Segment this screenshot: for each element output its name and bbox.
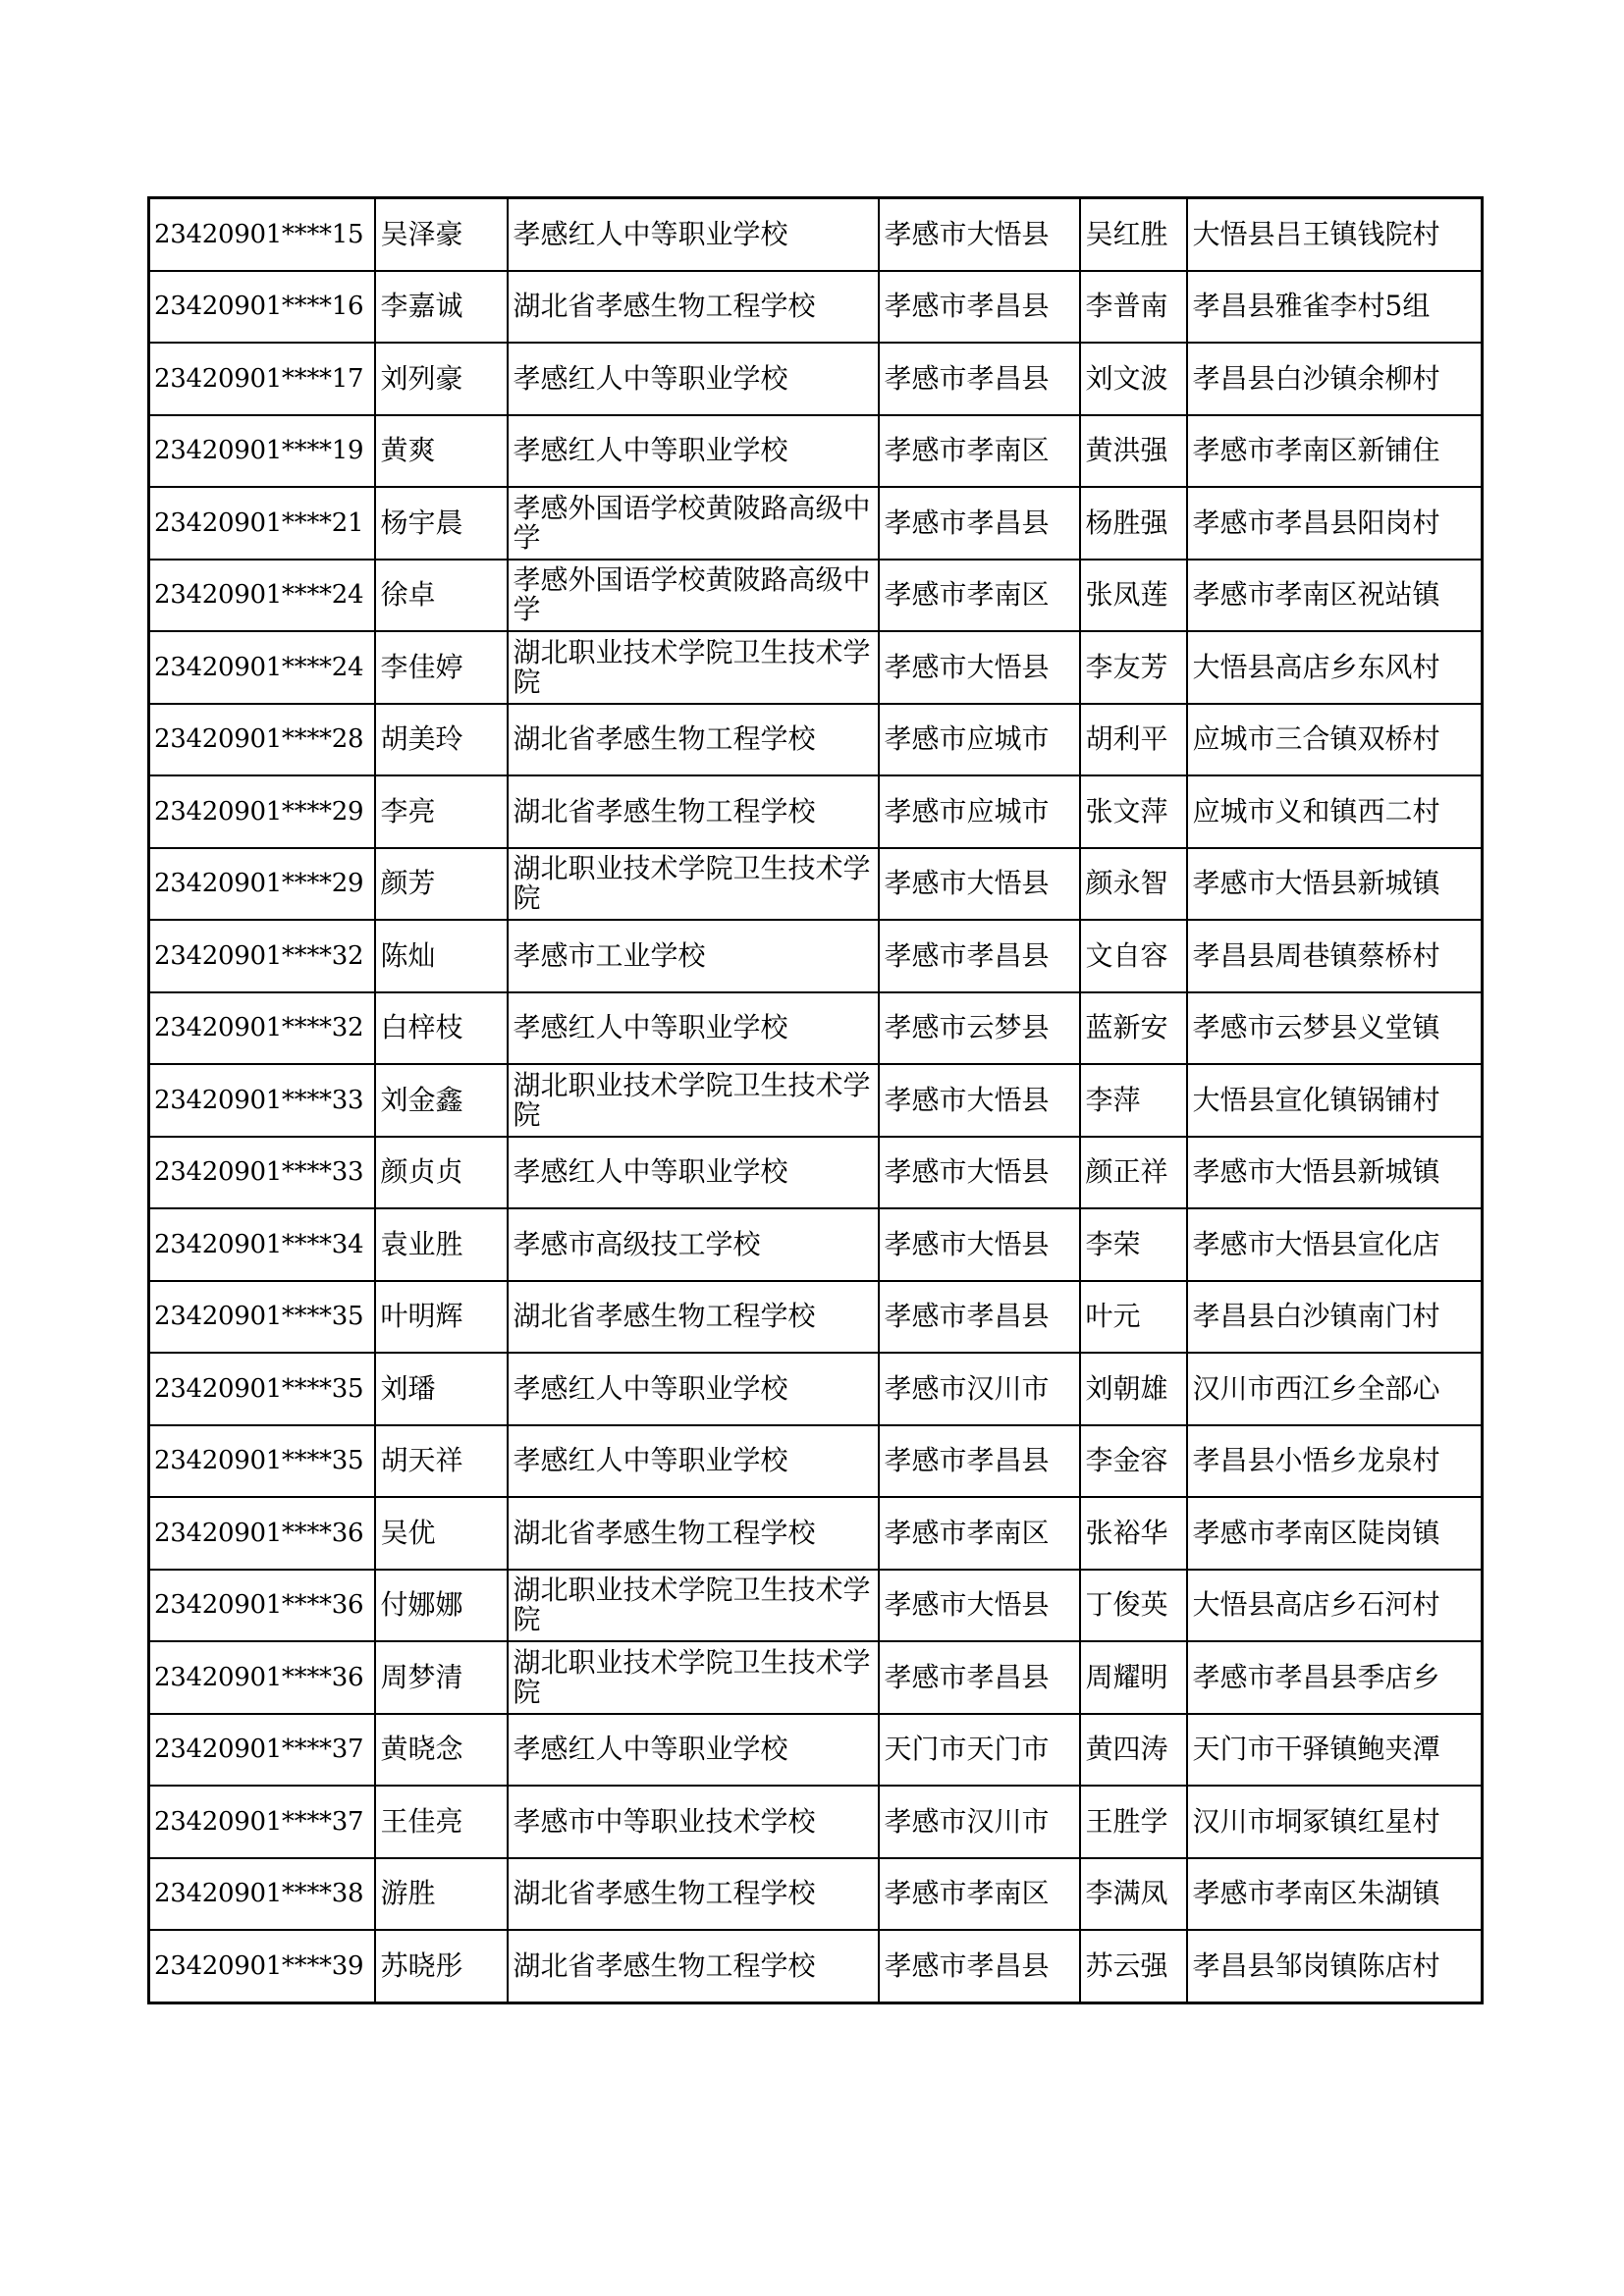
student-id-cell: 23420901****16: [149, 271, 375, 344]
region-cell: 孝感市孝昌县: [879, 487, 1080, 560]
school-cell: 湖北职业技术学院卫生技术学院: [508, 1570, 879, 1642]
table-row: [149, 704, 1483, 776]
student-id-cell: 23420901****36: [149, 1641, 375, 1714]
school-cell: 孝感外国语学校黄陂路高级中学: [508, 560, 879, 632]
school-cell: 湖北省孝感生物工程学校: [508, 1930, 879, 2002]
student-name-cell: 袁业胜: [375, 1208, 508, 1281]
student-name-cell: 陈灿: [375, 920, 508, 992]
address-cell: 天门市干驿镇鲍夹潭: [1187, 1714, 1483, 1787]
student-name-cell: 游胜: [375, 1858, 508, 1931]
table-row: [149, 1497, 1483, 1570]
table-row: [149, 198, 1483, 271]
guardian-cell: 苏云强: [1080, 1930, 1187, 2002]
school-cell: 湖北省孝感生物工程学校: [508, 1281, 879, 1354]
address-cell: 孝感市大悟县新城镇: [1187, 1137, 1483, 1209]
region-cell: 孝感市孝南区: [879, 1858, 1080, 1931]
table-row: [149, 1353, 1483, 1425]
table-row: [149, 1425, 1483, 1498]
school-cell: 孝感市工业学校: [508, 920, 879, 992]
student-name-cell: 颜贞贞: [375, 1137, 508, 1209]
table-row: [149, 1714, 1483, 1787]
address-cell: 孝昌县白沙镇余柳村: [1187, 343, 1483, 415]
student-id-cell: 23420901****32: [149, 920, 375, 992]
student-name-cell: 徐卓: [375, 560, 508, 632]
student-name-cell: 吴泽豪: [375, 198, 508, 271]
address-cell: 汉川市垌冢镇红星村: [1187, 1786, 1483, 1858]
region-cell: 天门市天门市: [879, 1714, 1080, 1787]
student-name-cell: 苏晓彤: [375, 1930, 508, 2002]
guardian-cell: 张裕华: [1080, 1497, 1187, 1570]
school-cell: 孝感市高级技工学校: [508, 1208, 879, 1281]
table-row: [149, 992, 1483, 1065]
school-cell: 孝感红人中等职业学校: [508, 1425, 879, 1498]
region-cell: 孝感市孝南区: [879, 415, 1080, 488]
guardian-cell: 吴红胜: [1080, 198, 1187, 271]
address-cell: 孝昌县周巷镇蔡桥村: [1187, 920, 1483, 992]
guardian-cell: 刘文波: [1080, 343, 1187, 415]
table-row: [149, 1281, 1483, 1354]
student-id-cell: 23420901****35: [149, 1281, 375, 1354]
student-name-cell: 周梦清: [375, 1641, 508, 1714]
region-cell: 孝感市云梦县: [879, 992, 1080, 1065]
school-cell: 孝感外国语学校黄陂路高级中学: [508, 487, 879, 560]
guardian-cell: 文自容: [1080, 920, 1187, 992]
student-name-cell: 李佳婷: [375, 631, 508, 704]
guardian-cell: 刘朝雄: [1080, 1353, 1187, 1425]
table-row: [149, 487, 1483, 560]
school-cell: 孝感红人中等职业学校: [508, 1714, 879, 1787]
school-cell: 孝感红人中等职业学校: [508, 415, 879, 488]
region-cell: 孝感市孝昌县: [879, 1425, 1080, 1498]
student-name-cell: 吴优: [375, 1497, 508, 1570]
school-cell: 孝感红人中等职业学校: [508, 343, 879, 415]
student-name-cell: 付娜娜: [375, 1570, 508, 1642]
school-cell: 孝感红人中等职业学校: [508, 1137, 879, 1209]
student-name-cell: 叶明辉: [375, 1281, 508, 1354]
table-row: [149, 1208, 1483, 1281]
student-id-cell: 23420901****21: [149, 487, 375, 560]
address-cell: 孝感市云梦县义堂镇: [1187, 992, 1483, 1065]
guardian-cell: 李普南: [1080, 271, 1187, 344]
table-row: [149, 920, 1483, 992]
region-cell: 孝感市应城市: [879, 704, 1080, 776]
table-row: [149, 1641, 1483, 1714]
table-row: [149, 560, 1483, 632]
student-id-cell: 23420901****29: [149, 775, 375, 848]
student-name-cell: 杨宇晨: [375, 487, 508, 560]
school-cell: 孝感红人中等职业学校: [508, 198, 879, 271]
guardian-cell: 王胜学: [1080, 1786, 1187, 1858]
address-cell: 孝昌县白沙镇南门村: [1187, 1281, 1483, 1354]
guardian-cell: 李金容: [1080, 1425, 1187, 1498]
table-row: [149, 1786, 1483, 1858]
region-cell: 孝感市应城市: [879, 775, 1080, 848]
student-id-cell: 23420901****37: [149, 1786, 375, 1858]
student-id-cell: 23420901****35: [149, 1353, 375, 1425]
address-cell: 大悟县高店乡东风村: [1187, 631, 1483, 704]
address-cell: 应城市义和镇西二村: [1187, 775, 1483, 848]
student-name-cell: 李亮: [375, 775, 508, 848]
student-name-cell: 白梓枝: [375, 992, 508, 1065]
address-cell: 孝感市孝昌县阳岗村: [1187, 487, 1483, 560]
student-name-cell: 胡美玲: [375, 704, 508, 776]
region-cell: 孝感市大悟县: [879, 198, 1080, 271]
school-cell: 湖北省孝感生物工程学校: [508, 1497, 879, 1570]
guardian-cell: 杨胜强: [1080, 487, 1187, 560]
school-cell: 湖北省孝感生物工程学校: [508, 704, 879, 776]
school-cell: 湖北省孝感生物工程学校: [508, 271, 879, 344]
region-cell: 孝感市孝南区: [879, 560, 1080, 632]
school-cell: 湖北职业技术学院卫生技术学院: [508, 631, 879, 704]
student-id-cell: 23420901****36: [149, 1570, 375, 1642]
address-cell: 汉川市西江乡全部心: [1187, 1353, 1483, 1425]
guardian-cell: 黄洪强: [1080, 415, 1187, 488]
region-cell: 孝感市汉川市: [879, 1786, 1080, 1858]
guardian-cell: 颜正祥: [1080, 1137, 1187, 1209]
student-id-cell: 23420901****39: [149, 1930, 375, 2002]
address-cell: 孝感市孝南区朱湖镇: [1187, 1858, 1483, 1931]
student-id-cell: 23420901****19: [149, 415, 375, 488]
table-row: [149, 631, 1483, 704]
student-id-cell: 23420901****24: [149, 560, 375, 632]
region-cell: 孝感市孝昌县: [879, 1641, 1080, 1714]
address-cell: 孝感市孝南区祝站镇: [1187, 560, 1483, 632]
school-cell: 湖北职业技术学院卫生技术学院: [508, 1641, 879, 1714]
guardian-cell: 胡利平: [1080, 704, 1187, 776]
guardian-cell: 蓝新安: [1080, 992, 1187, 1065]
guardian-cell: 李满凤: [1080, 1858, 1187, 1931]
guardian-cell: 李友芳: [1080, 631, 1187, 704]
student-name-cell: 刘列豪: [375, 343, 508, 415]
region-cell: 孝感市孝昌县: [879, 1281, 1080, 1354]
student-id-cell: 23420901****34: [149, 1208, 375, 1281]
student-name-cell: 刘璠: [375, 1353, 508, 1425]
region-cell: 孝感市大悟县: [879, 1064, 1080, 1137]
guardian-cell: 张文萍: [1080, 775, 1187, 848]
school-cell: 孝感市中等职业技术学校: [508, 1786, 879, 1858]
guardian-cell: 丁俊英: [1080, 1570, 1187, 1642]
address-cell: 孝昌县小悟乡龙泉村: [1187, 1425, 1483, 1498]
student-name-cell: 黄晓念: [375, 1714, 508, 1787]
address-cell: 孝感市大悟县宣化店: [1187, 1208, 1483, 1281]
school-cell: 湖北职业技术学院卫生技术学院: [508, 848, 879, 921]
student-id-cell: 23420901****29: [149, 848, 375, 921]
student-id-cell: 23420901****32: [149, 992, 375, 1065]
student-id-cell: 23420901****37: [149, 1714, 375, 1787]
region-cell: 孝感市大悟县: [879, 1137, 1080, 1209]
roster-body: [149, 198, 1483, 2003]
school-cell: 孝感红人中等职业学校: [508, 1353, 879, 1425]
region-cell: 孝感市汉川市: [879, 1353, 1080, 1425]
address-cell: 孝感市孝南区陡岗镇: [1187, 1497, 1483, 1570]
address-cell: 孝感市孝南区新铺住: [1187, 415, 1483, 488]
guardian-cell: 张凤莲: [1080, 560, 1187, 632]
student-id-cell: 23420901****24: [149, 631, 375, 704]
student-name-cell: 颜芳: [375, 848, 508, 921]
address-cell: 孝感市孝昌县季店乡: [1187, 1641, 1483, 1714]
address-cell: 应城市三合镇双桥村: [1187, 704, 1483, 776]
address-cell: 孝昌县邹岗镇陈店村: [1187, 1930, 1483, 2002]
address-cell: 孝感市大悟县新城镇: [1187, 848, 1483, 921]
student-name-cell: 李嘉诚: [375, 271, 508, 344]
region-cell: 孝感市孝南区: [879, 1497, 1080, 1570]
region-cell: 孝感市大悟县: [879, 631, 1080, 704]
region-cell: 孝感市孝昌县: [879, 271, 1080, 344]
student-name-cell: 黄爽: [375, 415, 508, 488]
student-name-cell: 刘金鑫: [375, 1064, 508, 1137]
student-name-cell: 胡天祥: [375, 1425, 508, 1498]
guardian-cell: 周耀明: [1080, 1641, 1187, 1714]
school-cell: 孝感红人中等职业学校: [508, 992, 879, 1065]
address-cell: 孝昌县雅雀李村5组: [1187, 271, 1483, 344]
table-row: [149, 271, 1483, 344]
student-id-cell: 23420901****35: [149, 1425, 375, 1498]
student-roster-table: [147, 196, 1484, 2004]
table-row: [149, 415, 1483, 488]
school-cell: 湖北省孝感生物工程学校: [508, 775, 879, 848]
school-cell: 湖北职业技术学院卫生技术学院: [508, 1064, 879, 1137]
guardian-cell: 李萍: [1080, 1064, 1187, 1137]
table-row: [149, 1570, 1483, 1642]
table-row: [149, 1064, 1483, 1137]
guardian-cell: 黄四涛: [1080, 1714, 1187, 1787]
student-id-cell: 23420901****33: [149, 1064, 375, 1137]
student-id-cell: 23420901****33: [149, 1137, 375, 1209]
region-cell: 孝感市孝昌县: [879, 920, 1080, 992]
table-row: [149, 775, 1483, 848]
address-cell: 大悟县高店乡石河村: [1187, 1570, 1483, 1642]
address-cell: 大悟县吕王镇钱院村: [1187, 198, 1483, 271]
region-cell: 孝感市孝昌县: [879, 343, 1080, 415]
table-row: [149, 1137, 1483, 1209]
table-row: [149, 1930, 1483, 2002]
student-id-cell: 23420901****17: [149, 343, 375, 415]
table-row: [149, 848, 1483, 921]
table-row: [149, 343, 1483, 415]
guardian-cell: 叶元: [1080, 1281, 1187, 1354]
guardian-cell: 颜永智: [1080, 848, 1187, 921]
region-cell: 孝感市孝昌县: [879, 1930, 1080, 2002]
region-cell: 孝感市大悟县: [879, 848, 1080, 921]
region-cell: 孝感市大悟县: [879, 1570, 1080, 1642]
student-id-cell: 23420901****38: [149, 1858, 375, 1931]
region-cell: 孝感市大悟县: [879, 1208, 1080, 1281]
student-name-cell: 王佳亮: [375, 1786, 508, 1858]
student-id-cell: 23420901****15: [149, 198, 375, 271]
table-row: [149, 1858, 1483, 1931]
school-cell: 湖北省孝感生物工程学校: [508, 1858, 879, 1931]
address-cell: 大悟县宣化镇锅铺村: [1187, 1064, 1483, 1137]
guardian-cell: 李荣: [1080, 1208, 1187, 1281]
student-id-cell: 23420901****28: [149, 704, 375, 776]
student-id-cell: 23420901****36: [149, 1497, 375, 1570]
